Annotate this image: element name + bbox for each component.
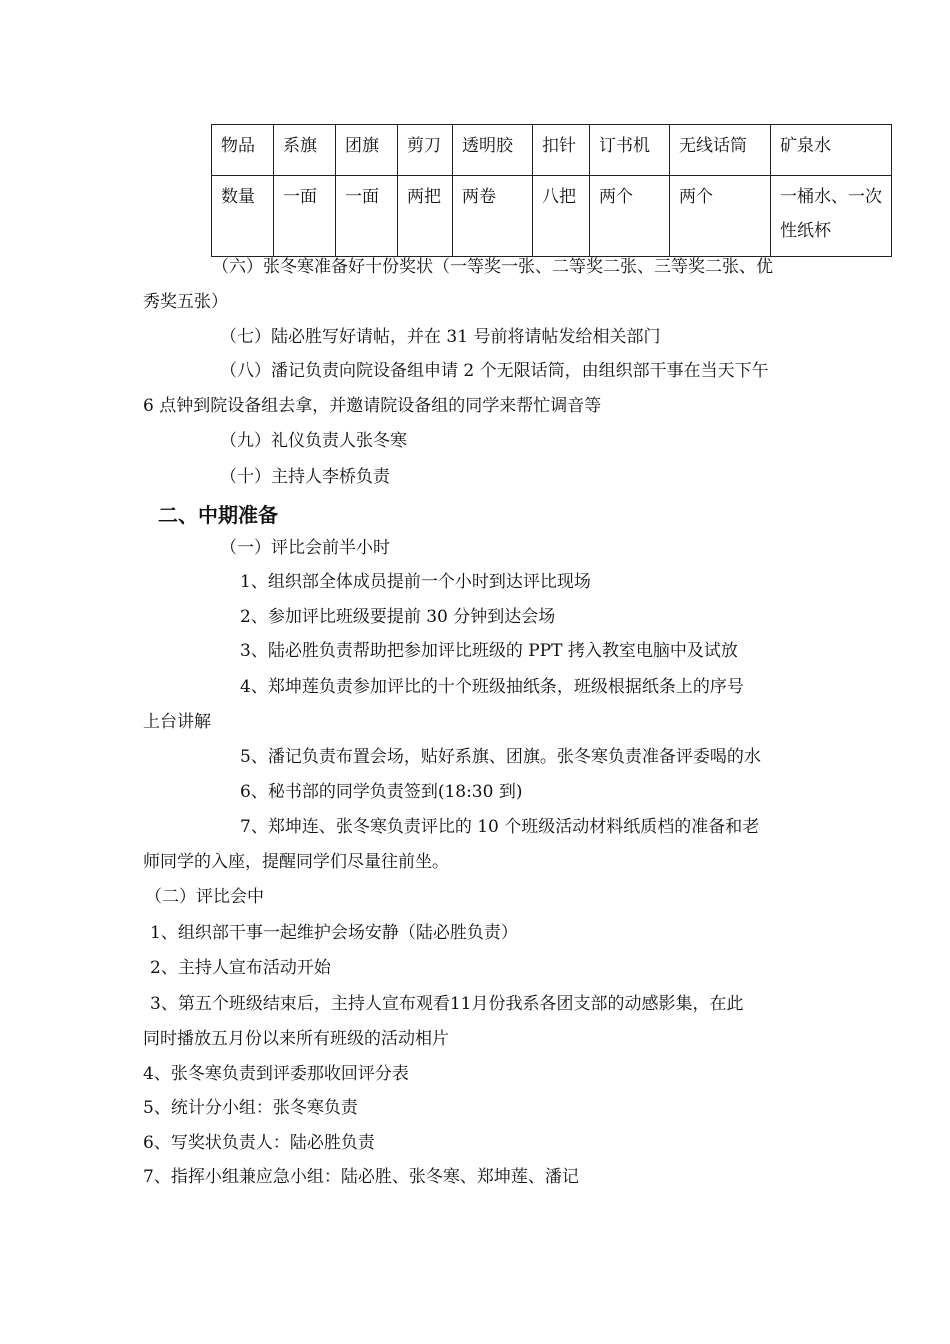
list-item-continuation: 师同学的入座，提醒同学们尽量往前坐。 (143, 852, 449, 872)
table-cell: 订书机 (590, 125, 670, 176)
table-cell: 两个 (590, 176, 670, 257)
subsection-before-meeting: （一）评比会前半小时 (220, 538, 390, 558)
list-item-continuation: 同时播放五月份以来所有班级的活动相片 (143, 1029, 449, 1049)
list-item: 6、写奖状负责人：陆必胜负责 (143, 1133, 375, 1153)
paragraph-six-line1: （六）张冬寒准备好十份奖状（一等奖一张、二等奖二张、三等奖二张、优 (212, 257, 773, 277)
paragraph-ten: （十）主持人李桥负责 (220, 467, 390, 487)
table-cell: 八把 (533, 176, 590, 257)
list-item-continuation: 上台讲解 (143, 712, 211, 732)
paragraph-seven: （七）陆必胜写好请帖，并在 31 号前将请帖发给相关部门 (220, 327, 661, 347)
table-cell: 两卷 (453, 176, 533, 257)
list-item: 3、第五个班级结束后，主持人宣布观看11月份我系各团支部的动感影集，在此 (150, 994, 744, 1014)
list-item: 1、组织部干事一起维护会场安静（陆必胜负责） (150, 923, 518, 943)
paragraph-eight-line2: 6 点钟到院设备组去拿，并邀请院设备组的同学来帮忙调音等 (143, 396, 602, 416)
list-item: 4、张冬寒负责到评委那收回评分表 (143, 1064, 409, 1084)
list-item: 5、潘记负责布置会场，贴好系旗、团旗。张冬寒负责准备评委喝的水 (240, 747, 761, 767)
list-item: 2、主持人宣布活动开始 (150, 958, 331, 978)
table-cell: 两把 (398, 176, 453, 257)
table-cell: 一面 (274, 176, 336, 257)
table-cell: 扣针 (533, 125, 590, 176)
table-cell: 无线话筒 (670, 125, 771, 176)
table-row-quantities (212, 176, 892, 257)
list-item: 1、组织部全体成员提前一个小时到达评比现场 (240, 572, 591, 592)
list-item: 3、陆必胜负责帮助把参加评比班级的 PPT 拷入教室电脑中及试放 (240, 641, 738, 661)
subsection-during-meeting: （二）评比会中 (145, 887, 264, 907)
paragraph-nine: （九）礼仪负责人张冬寒 (220, 431, 407, 451)
table-cell: 团旗 (336, 125, 398, 176)
table-cell: 数量 (212, 176, 274, 257)
table-cell: 一面 (336, 176, 398, 257)
table-cell: 剪刀 (398, 125, 453, 176)
list-item: 7、指挥小组兼应急小组：陆必胜、张冬寒、郑坤莲、潘记 (143, 1167, 579, 1187)
table-cell: 透明胶 (453, 125, 533, 176)
table-cell: 矿泉水 (771, 125, 892, 176)
paragraph-six-line2: 秀奖五张） (143, 292, 228, 312)
table-cell: 系旗 (274, 125, 336, 176)
list-item: 7、郑坤连、张冬寒负责评比的 10 个班级活动材料纸质档的准备和老 (240, 817, 760, 837)
list-item: 2、参加评比班级要提前 30 分钟到达会场 (240, 607, 556, 627)
table-cell: 两个 (670, 176, 771, 257)
supplies-table (211, 124, 892, 257)
list-item: 5、统计分小组：张冬寒负责 (143, 1098, 358, 1118)
section-heading: 二、中期准备 (158, 503, 278, 527)
table-cell: 物品 (212, 125, 274, 176)
list-item: 6、秘书部的同学负责签到(18:30 到) (240, 782, 523, 802)
table-cell: 一桶水、一次性纸杯 (771, 176, 892, 257)
paragraph-eight-line1: （八）潘记负责向院设备组申请 2 个无限话筒，由组织部干事在当天下午 (220, 361, 769, 381)
list-item: 4、郑坤莲负责参加评比的十个班级抽纸条，班级根据纸条上的序号 (240, 677, 744, 697)
table-row-items (212, 125, 892, 176)
